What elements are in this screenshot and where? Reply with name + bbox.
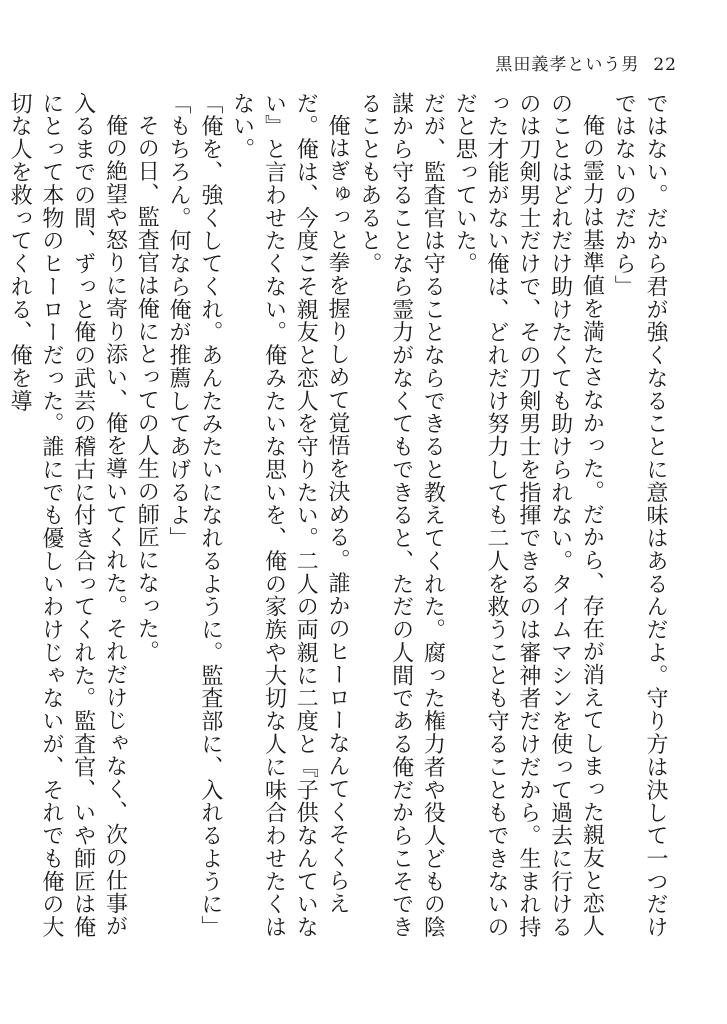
paragraph: だが、監査官は守ることならできると教えてくれた。腐った権力者や役人どもの陰謀から守ることなら霊力がなくてもできると、ただの人間である俺だからこそできることもあると。 — [356, 92, 446, 939]
paragraph: ではない。だから君が強くなることに意味はあるんだよ。守り方は決して一つだけではないのだから」 — [611, 92, 668, 939]
paragraph: 俺の霊力は基準値を満たさなかった。だから、存在が消えてしまった親友と恋人のことはどれだけ助けたくても助けられない。タイムマシンを使って過去に行けるのは刀剣男士だけで、その刀剣男士を指揮できるのは審神者だけだから。生まれ持った才能がない俺は、どれだけ努力しても二人を救うことも守ることもできないのだと思っていた。 — [452, 92, 605, 939]
body-text — [7, 92, 671, 952]
running-header — [495, 50, 677, 75]
paragraph: 「もちろん。何なら俺が推薦してあげるよ」 — [166, 92, 192, 550]
paragraph: その日、監査官は俺にとっての人生の師匠になった。 — [134, 114, 160, 664]
paragraph: 俺の絶望や怒りに寄り添い、俺を導いてくれた。それだけじゃなく、次の仕事が入るまでの間、ずっと俺の武芸の稽古に付き合ってくれた。監査官、いや師匠は俺にとって本物のヒーローだった。誰にでも優しいわけじゃないが、それでも俺の大切な人を救ってくれる、俺を導 — [7, 92, 128, 939]
page-number: 22 — [653, 55, 677, 75]
paragraph: 俺はぎゅっと拳を握りしめて覚悟を決める。誰かのヒーローなんてくそくらえだ。俺は、今度こそ親友と恋人を守りたい。二人の両親に二度と『子供なんていない』と言わせたくない。俺みたいな思いを、俺の家族や大切な人に味合わせたくはない。 — [229, 92, 351, 939]
chapter-title: 黒田義孝という男 — [495, 55, 640, 75]
paragraph: 「俺を、強くしてくれ。あんたみたいになれるように。監査部に、入れるように」 — [197, 92, 223, 939]
